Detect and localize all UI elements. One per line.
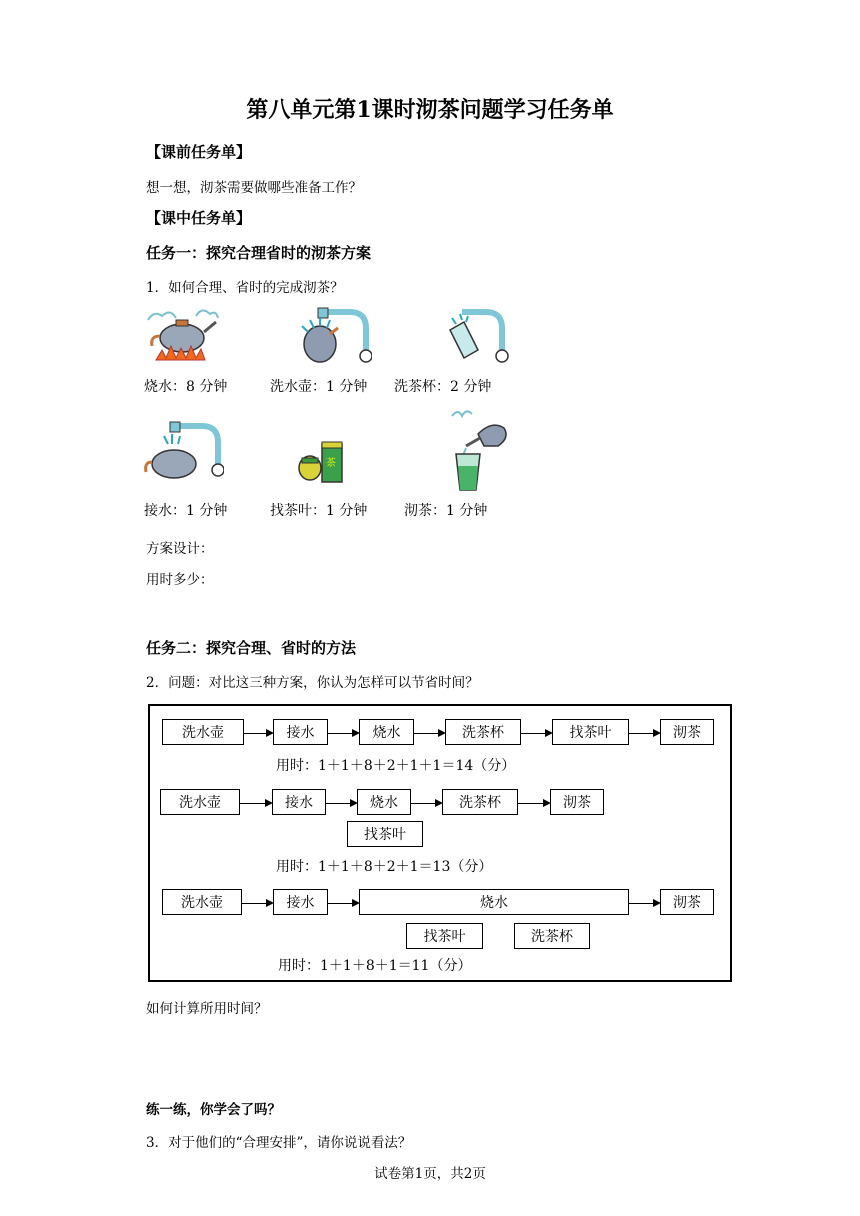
- pre-class-heading: 【课前任务单】: [146, 143, 252, 161]
- arrow: [326, 803, 356, 804]
- task1-heading: 任务一：探究合理省时的沏茶方案: [146, 244, 372, 262]
- arrow: [629, 903, 659, 904]
- arrow: [242, 903, 272, 904]
- time-used-label: 用时多少：: [146, 572, 214, 588]
- plan3-total: 用时：1＋1＋8＋1＝11（分）: [278, 958, 472, 974]
- step-caption-wash-kettle: 洗水壶：1 分钟: [270, 379, 368, 395]
- arrow: [328, 733, 358, 734]
- svg-text:茶: 茶: [326, 458, 336, 469]
- step-caption-find-tea: 找茶叶：1 分钟: [270, 503, 368, 519]
- practice-heading: 练一练，你学会了吗？: [146, 1102, 281, 1118]
- fill-water-icon: [140, 418, 224, 484]
- arrow: [411, 803, 441, 804]
- step-caption-fill: 接水：1 分钟: [144, 503, 228, 519]
- plan1-step-wash-cup: 洗茶杯: [445, 719, 521, 745]
- plan1-step-pour: 沏茶: [660, 719, 714, 745]
- arrow: [240, 803, 271, 804]
- step-caption-wash-cup: 洗茶杯：2 分钟: [394, 379, 492, 395]
- plan2-parallel-find-tea: 找茶叶: [347, 821, 423, 847]
- plan2-step-wash-kettle: 洗水壶: [160, 789, 240, 815]
- plan3-parallel-find-tea: 找茶叶: [406, 923, 483, 949]
- plan3-parallel-wash-cup: 洗茶杯: [514, 923, 590, 949]
- plan2-step-fill: 接水: [272, 789, 326, 815]
- plan3-step-pour: 沏茶: [660, 889, 714, 915]
- arrow: [328, 903, 358, 904]
- task1-question: 1．如何合理、省时的完成沏茶？: [146, 280, 344, 296]
- task2-heading: 任务二：探究合理、省时的方法: [146, 639, 357, 657]
- plan2-total: 用时：1＋1＋8＋2＋1＝13（分）: [276, 859, 493, 875]
- plan2-step-boil: 烧水: [357, 789, 411, 815]
- pre-class-question: 想一想，沏茶需要做哪些准备工作？: [146, 180, 362, 196]
- plan2-step-wash-cup: 洗茶杯: [442, 789, 518, 815]
- wash-kettle-icon: [290, 304, 372, 366]
- arrow: [414, 733, 444, 734]
- plan-design-label: 方案设计：: [146, 541, 214, 557]
- arrow: [244, 733, 272, 734]
- plan3-step-wash-kettle: 洗水壶: [162, 889, 242, 915]
- plan3-step-boil: 烧水: [359, 889, 629, 915]
- arrow: [521, 733, 551, 734]
- arrow: [629, 733, 659, 734]
- in-class-heading: 【课中任务单】: [146, 209, 252, 227]
- followup-question: 如何计算所用时间？: [146, 1001, 268, 1017]
- plan1-step-wash-kettle: 洗水壶: [162, 719, 244, 745]
- plan1-step-boil: 烧水: [359, 719, 414, 745]
- pour-tea-icon: [444, 404, 510, 494]
- plan1-step-find-tea: 找茶叶: [552, 719, 629, 745]
- page-footer: 试卷第1页，共2页: [374, 1166, 486, 1182]
- plan2-step-pour: 沏茶: [550, 789, 604, 815]
- step-caption-pour: 沏茶：1 分钟: [404, 503, 488, 519]
- arrow: [518, 803, 549, 804]
- practice-question: 3．对于他们的“合理安排”，请你说说看法？: [146, 1135, 412, 1151]
- plan3-step-fill: 接水: [273, 889, 328, 915]
- page-title: 第八单元第1课时沏茶问题学习任务单: [246, 97, 614, 123]
- plan1-total: 用时：1＋1＋8＋2＋1＋1＝14（分）: [276, 758, 516, 774]
- plan1-step-fill: 接水: [273, 719, 328, 745]
- wash-cup-icon: [440, 304, 512, 366]
- kettle-on-fire-icon: [140, 302, 222, 364]
- task2-question: 2．问题：对比这三种方案，你认为怎样可以节省时间？: [146, 675, 479, 691]
- tea-cans-icon: [296, 440, 356, 484]
- step-caption-boil: 烧水：8 分钟: [144, 379, 228, 395]
